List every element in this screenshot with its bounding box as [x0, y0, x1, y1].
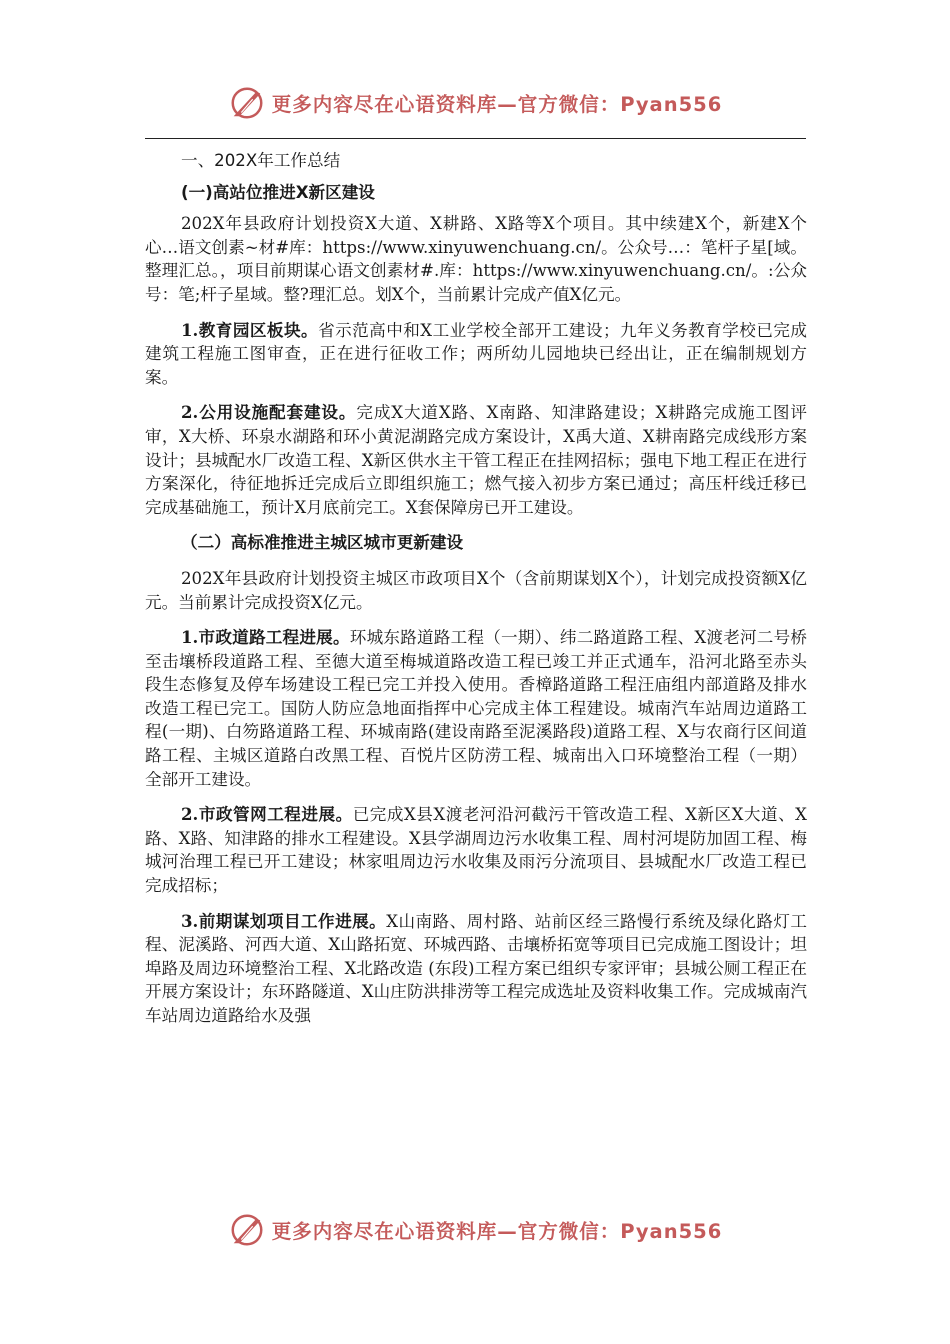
- header-banner: [0, 78, 950, 128]
- document-body: [145, 146, 807, 1028]
- item-text: 省示范高中和X工业学校全部开工建设；九年义务教育学校已完成建筑工程施工图审查，正在进行征收工作；两所幼儿园地块已经出让，正在编制规划方案。: [145, 320, 808, 387]
- subsection-heading-2: （二）高标准推进主城区城市更新建设: [181, 533, 464, 553]
- section-heading: 一、202X年工作总结: [181, 151, 341, 170]
- list-item: [145, 319, 807, 390]
- quill-logo-icon: [228, 84, 266, 122]
- quill-logo-icon: [228, 1211, 266, 1249]
- paragraph: 202X年县政府计划投资主城区市政项目X个（含前期谋划X个），计划完成投资额X亿元。当前累计完成投资X亿元。: [145, 568, 807, 612]
- item-lead: 2.公用设施配套建设。: [181, 402, 357, 423]
- item-text: 环城东路道路工程（一期）、纬二路道路工程、X渡老河二号桥至击壤桥段道路工程、至德大道至梅城道路改造工程已竣工并正式通车，沿河北路至赤头段生态修复及停车场建设工程已完工并投入使用。香樟路道路工程汪庙组内部道路及排水改造工程已完工。国防人防应急地面指挥中心完成主体工程建设。城南汽车站周边道路工程(一期)、白笏路道路工程、环城南路(建设南路至泥溪路段)道路工程、X与农商行区间道路工程、主城区道路白改黑工程、百悦片区防涝工程、城南出入口环境整治工程（一期）全部开工建设。: [145, 628, 808, 789]
- banner-text: 更多内容尽在心语资料库—官方微信：Pyan556: [271, 1220, 723, 1243]
- list-item: [145, 401, 807, 519]
- item-lead: 2.市政管网工程进展。: [181, 804, 353, 825]
- item-text: 完成X大道X路、X南路、知津路建设；X耕路完成施工图评审，X大桥、环泉水湖路和环小黄泥湖路完成方案设计，X禹大道、X耕南路完成线形方案设计；县城配水厂改造工程、X新区供水主干管工程正在挂网招标；强电下地工程正在进行方案深化，待征地拆迁完成后立即组织施工；燃气接入初步方案已通过；高压杆线迁移已完成基础施工，预计X月底前完工。X套保障房已开工建设。: [145, 403, 807, 517]
- subsection-heading-1: (一)高站位推进X新区建设: [181, 182, 375, 202]
- item-text: X山南路、周村路、站前区经三路慢行系统及绿化路灯工程、泥溪路、河西大道、X山路拓宽、环城西路、击壤桥拓宽等项目已完成施工图设计；坦埠路及周边环境整治工程、X北路改造 (东段)工程方案已组织专家评审；县城公厕工程正在开展方案设计；东环路隧道、X山庄防洪排涝等工程完成选址及资料收集工作。完成城南汽车站周边道路给水及强: [145, 911, 807, 1025]
- banner-text: 更多内容尽在心语资料库—官方微信：Pyan556: [271, 93, 723, 116]
- footer-banner: [0, 1205, 950, 1255]
- list-item: [145, 803, 807, 897]
- paragraph: 202X年县政府计划投资X大道、X耕路、X路等X个项目。其中续建X个，新建X个心…语文创素~材#库：https://www.xinyuwenchuang.cn/。公众号…：笔杆子星[域。整理汇总。，项目前期谋心语文创素材#.库：https://www.xinyuwenchuang.cn/。:公众号：笔;杆子星域。整?理汇总。划X个，当前累计完成产值X亿元。: [145, 214, 807, 304]
- item-text: 已完成X县X渡老河沿河截污干管改造工程、X新区X大道、X路、X路、知津路的排水工程建设。X县学湖周边污水收集工程、周村河堤防加固工程、梅城河治理工程已开工建设；林家咀周边污水收集及雨污分流项目、县城配水厂改造工程已完成招标；: [145, 805, 807, 896]
- header-divider: [145, 138, 806, 139]
- list-item: [145, 910, 807, 1028]
- item-lead: 1.教育园区板块。: [181, 319, 319, 340]
- item-lead: 1.市政道路工程进展。: [181, 627, 350, 648]
- item-lead: 3.前期谋划项目工作进展。: [181, 910, 387, 931]
- list-item: [145, 626, 807, 791]
